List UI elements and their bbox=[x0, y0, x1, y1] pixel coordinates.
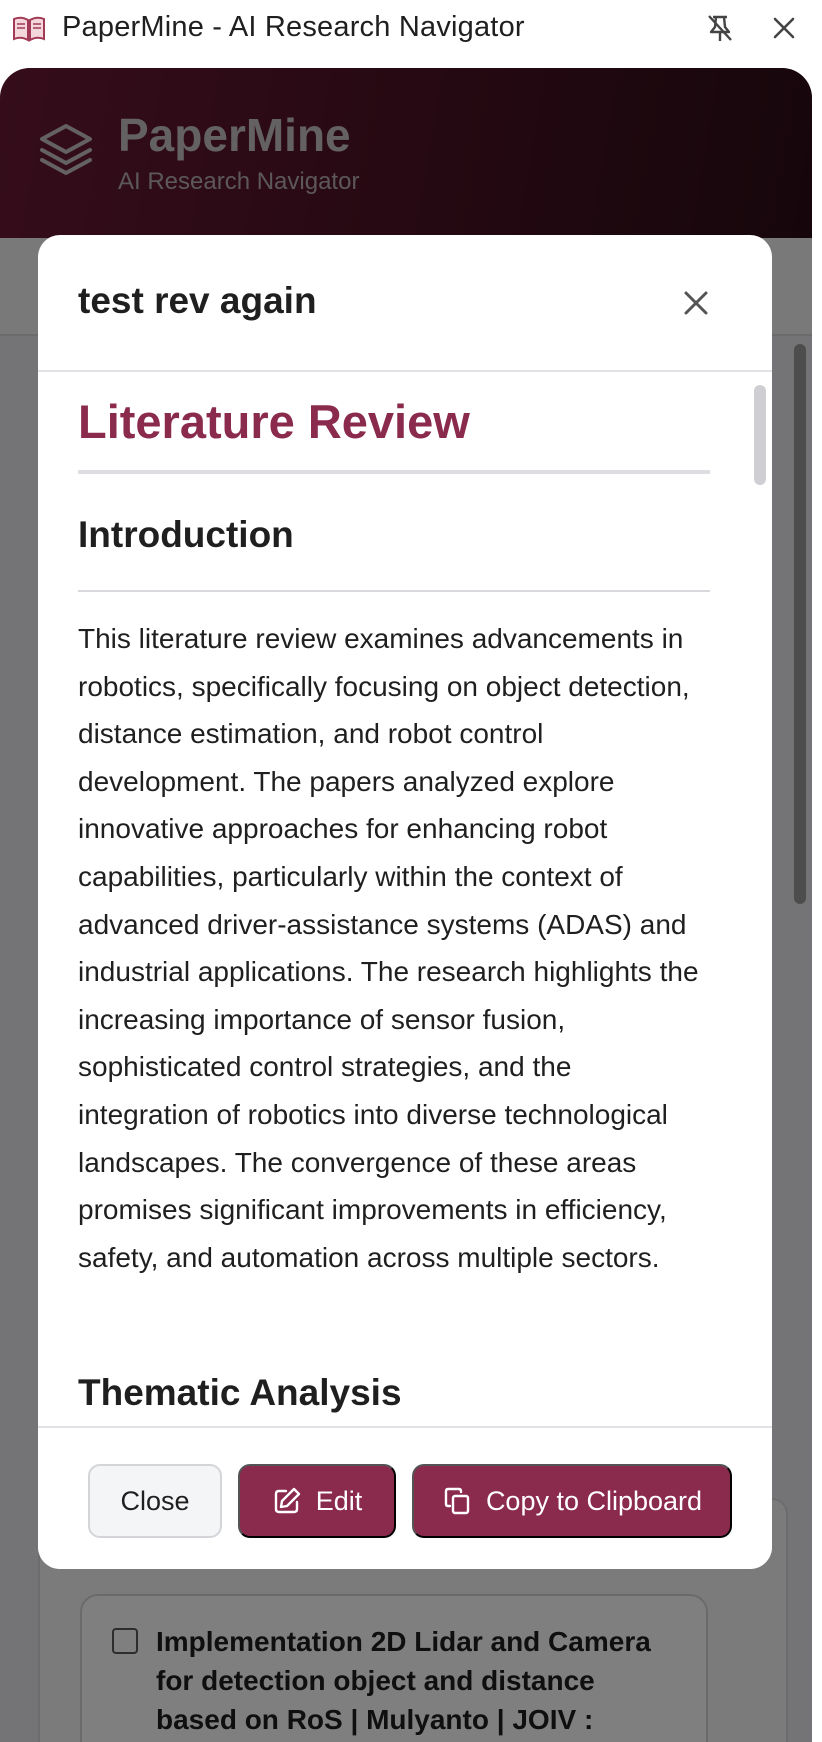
copy-icon bbox=[442, 1486, 472, 1516]
open-book-icon bbox=[12, 13, 46, 43]
paragraph-line: advanced driver-assistance systems (ADAS) and bbox=[78, 908, 687, 940]
pin-off-icon[interactable] bbox=[702, 10, 738, 46]
section-heading-introduction: Introduction bbox=[78, 514, 294, 555]
copy-to-clipboard-button[interactable] bbox=[412, 1464, 732, 1538]
section-heading-thematic-analysis: Thematic Analysis bbox=[78, 1372, 402, 1413]
edit-pencil-icon bbox=[272, 1486, 302, 1516]
close-button[interactable] bbox=[88, 1464, 222, 1538]
window-title: PaperMine - AI Research Navigator bbox=[62, 11, 525, 43]
review-modal bbox=[38, 235, 772, 1569]
modal-title: test rev again bbox=[78, 280, 317, 321]
review-heading: Literature Review bbox=[78, 395, 470, 448]
paragraph-line: landscapes. The convergence of these areas bbox=[78, 1146, 637, 1178]
paragraph-line: increasing importance of sensor fusion, bbox=[78, 1003, 566, 1035]
paragraph-line: distance estimation, and robot control bbox=[78, 718, 544, 750]
paragraph-line: development. The papers analyzed explore bbox=[78, 765, 615, 797]
window-titlebar bbox=[0, 0, 822, 58]
modal-scrollbar[interactable] bbox=[754, 385, 766, 485]
paragraph-line: promises significant improvements in efficiency, bbox=[78, 1194, 667, 1226]
introduction-paragraph bbox=[78, 615, 718, 1281]
paragraph-line: integration of robotics into diverse technological bbox=[78, 1098, 668, 1130]
paragraph-line: This literature review examines advancements in bbox=[78, 623, 684, 654]
modal-footer bbox=[38, 1426, 772, 1569]
paragraph-line: innovative approaches for enhancing robot bbox=[78, 813, 608, 845]
modal-content bbox=[38, 372, 772, 1426]
close-button-label: Close bbox=[120, 1485, 190, 1516]
edit-button[interactable] bbox=[238, 1464, 396, 1538]
paragraph-line: sophisticated control strategies, and the bbox=[78, 1051, 572, 1083]
paragraph-line: safety, and automation across multiple sectors. bbox=[78, 1241, 660, 1273]
close-icon[interactable] bbox=[766, 10, 802, 46]
divider bbox=[78, 590, 710, 592]
paragraph-line: robotics, specifically focusing on object detection, bbox=[78, 670, 690, 702]
close-icon[interactable] bbox=[678, 285, 714, 321]
edit-button-label: Edit bbox=[315, 1485, 363, 1516]
paragraph-line: capabilities, particularly within the context of bbox=[78, 860, 623, 892]
divider bbox=[78, 470, 710, 474]
copy-button-label: Copy to Clipboard bbox=[485, 1485, 703, 1516]
paragraph-line: industrial applications. The research highlights the bbox=[78, 956, 699, 988]
modal-header bbox=[38, 235, 772, 372]
